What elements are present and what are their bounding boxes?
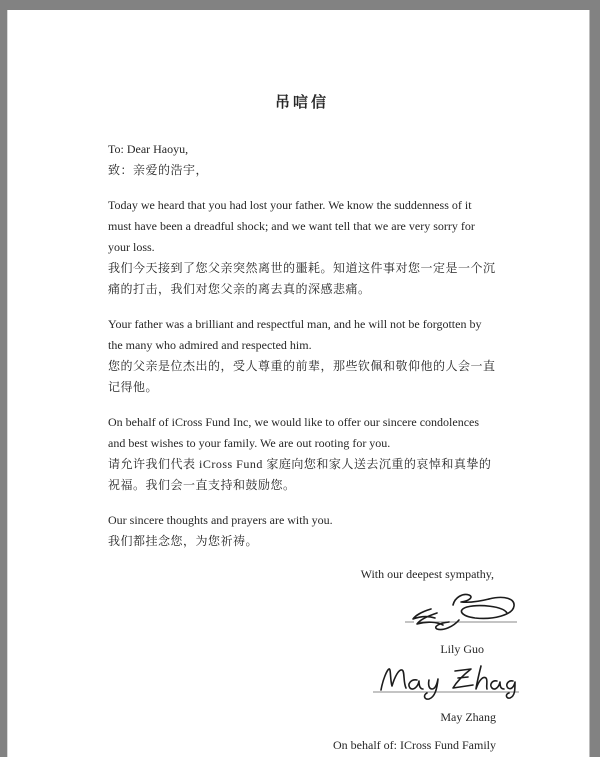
paragraph-4-english: Our sincere thoughts and prayers are with you. (108, 513, 333, 527)
signature-may-zhang-image (371, 661, 521, 701)
paragraph-2-chinese: 您的父亲是位杰出的，受人尊重的前辈，那些钦佩和敬仰他的人会一直记得他。 (108, 359, 496, 394)
letter-title: 吊唁信 (274, 95, 329, 111)
salutation-chinese: 致：亲爱的浩宇， (108, 163, 209, 177)
paragraph-4-chinese: 我们都挂念您，为您祈祷。 (108, 534, 259, 548)
closing-line: With our deepest sympathy, (360, 567, 494, 581)
paragraph-3-english: On behalf of iCross Fund Inc, we would like to offer our sincere condolences and best wishes to your family. We are out rooting for you. (108, 415, 480, 450)
salutation-block (108, 139, 496, 181)
lily-guo-signature-icon (401, 589, 521, 633)
salutation-english: To: Dear Haoyu, (108, 142, 189, 156)
paragraph-1 (108, 195, 496, 300)
signer-name-lily-guo: Lily Guo (440, 642, 484, 656)
signature-lily-guo-image (401, 589, 521, 633)
paragraph-1-english: Today we heard that you had lost your father. We know the suddenness of it must have been a dreadful shock; and we want tell that we are very sorry for your loss. (108, 198, 475, 254)
signer-name-may-zhang: May Zhang (440, 710, 496, 724)
paragraph-2 (108, 314, 496, 398)
paragraph-2-english: Your father was a brilliant and respectful man, and he will not be forgotten by the many who admired and respected him. (108, 317, 482, 352)
paragraph-3 (108, 412, 496, 496)
letter-content (7, 94, 590, 756)
signature-block (108, 585, 496, 756)
on-behalf-line: On behalf of: ICross Fund Family (333, 738, 496, 752)
paragraph-1-chinese: 我们今天接到了您父亲突然离世的噩耗。知道这件事对您一定是一个沉痛的打击，我们对您父亲的离去真的深感悲痛。 (108, 261, 496, 296)
may-zhang-signature-icon (371, 661, 521, 701)
paragraph-3-chinese: 请允许我们代表 iCross Fund 家庭向您和家人送去沉重的哀悼和真挚的祝福。我们会一直支持和鼓励您。 (108, 457, 492, 492)
paragraph-4 (108, 510, 496, 552)
letter-page (7, 10, 590, 757)
